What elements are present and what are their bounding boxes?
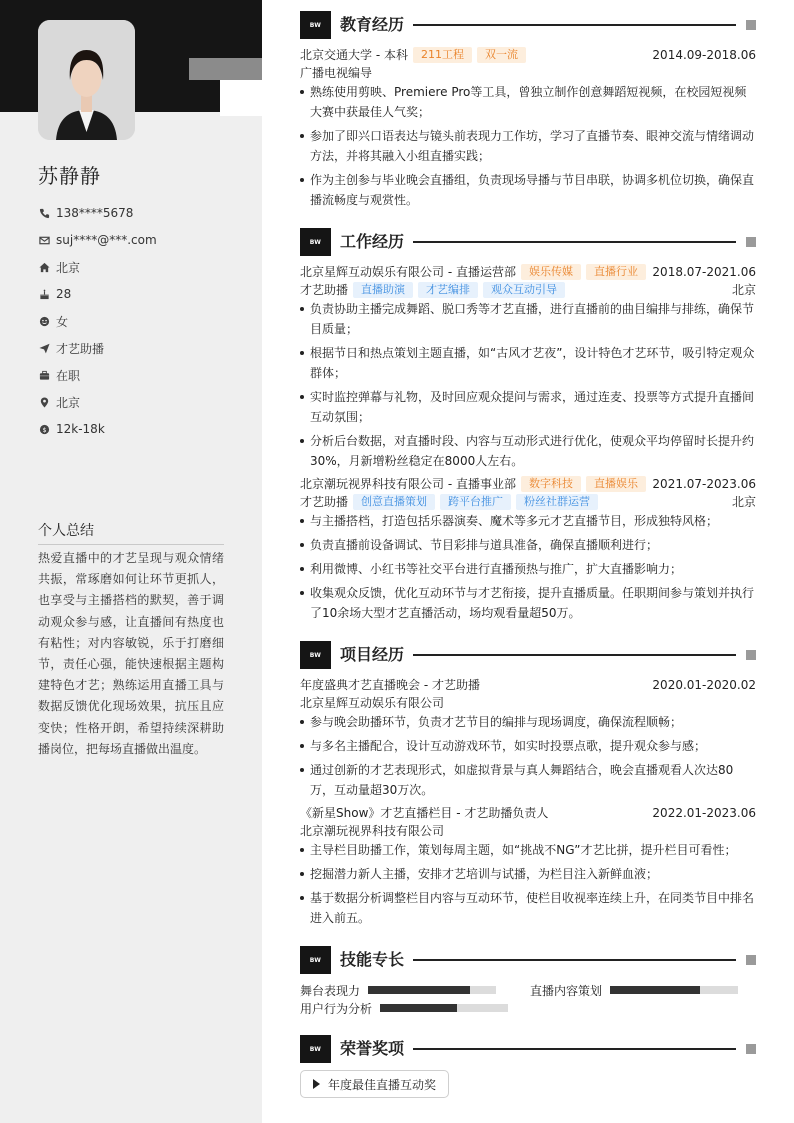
work-section-header (300, 228, 756, 256)
home-icon (38, 261, 50, 273)
projects-title: 项目经历 (340, 645, 405, 664)
section-square (746, 20, 756, 30)
list-item: 参加了即兴口语表达与镜头前表现力工作坊，学习了直播节奏、眼神交流与情绪调动方法，并将其融入小组直播实践； (300, 126, 756, 166)
education-title: 教育经历 (340, 15, 405, 34)
education-date: 2014.09-2018.06 (652, 48, 756, 62)
list-item: 熟练使用剪映、Premiere Pro等工具，曾独立制作创意舞蹈短视频，在校园短视频大赛中获最佳人气奖； (300, 82, 756, 122)
project-company: 北京星辉互动娱乐有限公司 (300, 696, 445, 710)
skill-bar (380, 1004, 508, 1012)
info-age-text: 28 (56, 287, 72, 301)
company-name: 北京星辉互动娱乐有限公司 - 直播运营部 (300, 265, 516, 279)
section-divider (413, 1048, 736, 1050)
award-item (300, 1070, 449, 1098)
list-item: 根据节日和热点策划主题直播，如“古风才艺夜”，设计特色才艺环节，吸引特定观众群体； (300, 343, 756, 383)
project-company: 北京潮玩视界科技有限公司 (300, 824, 445, 838)
section-square (746, 650, 756, 660)
list-item: 基于数据分析调整栏目内容与互动环节，使栏目收视率连续上升，在同类节目中排名进入前五。 (300, 888, 756, 928)
company-tag: 娱乐传媒 (521, 264, 581, 280)
info-position (38, 339, 104, 357)
list-item: 分析后台数据，对直播时段、内容与互动形式进行优化，使观众平均停留时长提升约30%，月新增粉丝稳定在8000人左右。 (300, 431, 756, 471)
role-tag: 直播助演 (353, 282, 413, 298)
work-title: 工作经历 (340, 232, 405, 251)
job-role-row (300, 493, 756, 511)
project-name-row (300, 676, 756, 694)
project-bullets (300, 712, 756, 804)
list-item: 负责直播前设备调试、节目彩排与道具准备，确保直播顺利进行； (300, 535, 756, 555)
sidebar (0, 0, 262, 1123)
job-bullets (300, 299, 756, 475)
honors-title: 荣誉奖项 (340, 1039, 405, 1058)
school-tag: 211工程 (413, 47, 472, 63)
face-icon (38, 315, 50, 327)
section-badge: BW (300, 641, 331, 669)
list-item: 挖掘潜力新人主播，安排才艺培训与试播，为栏目注入新鲜血液； (300, 864, 756, 884)
phone-icon (38, 207, 50, 219)
job-role: 才艺助播 (300, 283, 349, 297)
info-status-text: 在职 (56, 368, 81, 383)
skills-section-header (300, 946, 756, 974)
role-tag: 才艺编排 (418, 282, 478, 298)
info-salary (38, 420, 105, 438)
info-phone-text: 138****5678 (56, 206, 134, 220)
education-bullets (300, 82, 756, 214)
section-square (746, 1044, 756, 1054)
project-name: 年度盛典才艺直播晚会 - 才艺助播 (300, 678, 480, 692)
header-white-block (220, 80, 262, 116)
skill-bar (610, 986, 738, 994)
job-date: 2018.07-2021.06 (652, 265, 756, 279)
info-phone (38, 204, 133, 222)
location-pin-icon (38, 396, 50, 408)
mail-icon (38, 234, 50, 246)
skills-title: 技能专长 (340, 950, 405, 969)
job-date: 2021.07-2023.06 (652, 477, 756, 491)
education-school-row (300, 46, 756, 64)
job-bullets (300, 511, 756, 627)
section-divider (413, 24, 736, 26)
section-badge: BW (300, 228, 331, 256)
list-item: 通过创新的才艺表现形式，如虚拟背景与真人舞蹈结合，晚会直播观看人次达80万，互动量超30万次。 (300, 760, 756, 800)
skill-name: 用户行为分析 (300, 1001, 373, 1016)
info-position-text: 才艺助播 (56, 341, 105, 356)
project-name-row (300, 804, 756, 822)
role-tag: 观众互动引导 (483, 282, 565, 298)
info-gender-text: 女 (56, 314, 69, 329)
info-salary-text: 12k-18k (56, 422, 105, 436)
section-divider (413, 959, 736, 961)
role-tag: 粉丝社群运营 (516, 494, 598, 510)
summary-title: 个人总结 (38, 520, 224, 545)
skill-bar-fill (610, 986, 700, 994)
company-tag: 直播行业 (586, 264, 646, 280)
list-item: 主导栏目助播工作，策划每周主题，如“挑战不NG”才艺比拼，提升栏目可看性； (300, 840, 756, 860)
section-badge: BW (300, 11, 331, 39)
education-major-row (300, 64, 756, 82)
projects-section-header (300, 641, 756, 669)
list-item: 与多名主播配合，设计互动游戏环节，如实时投票点歌，提升观众参与感； (300, 736, 756, 756)
section-square (746, 237, 756, 247)
list-item: 利用微博、小红书等社交平台进行直播预热与推广，扩大直播影响力； (300, 559, 756, 579)
briefcase-icon (38, 369, 50, 381)
header-gray-block (189, 58, 262, 80)
major: 广播电视编导 (300, 66, 373, 80)
project-company-row (300, 822, 756, 840)
job-company-row (300, 475, 756, 493)
skill-name: 舞台表现力 (300, 983, 361, 998)
info-age (38, 285, 71, 303)
role-tag: 创意直播策划 (353, 494, 435, 510)
job-role: 才艺助播 (300, 495, 349, 509)
company-tag: 数字科技 (521, 476, 581, 492)
role-tag: 跨平台推广 (440, 494, 511, 510)
skill-item (300, 981, 496, 999)
section-divider (413, 241, 736, 243)
job-role-row (300, 281, 756, 299)
svg-text:$: $ (41, 425, 47, 434)
school-name: 北京交通大学 - 本科 (300, 48, 408, 62)
skill-bar (368, 986, 496, 994)
coin-icon (38, 423, 50, 435)
candidate-name: 苏静静 (38, 164, 101, 188)
project-date: 2022.01-2023.06 (652, 806, 756, 820)
list-item: 收集观众反馈，优化互动环节与才艺衔接，提升直播质量。任职期间参与策划并执行了10余场大型才艺直播活动，场均观看量超50万。 (300, 583, 756, 623)
send-icon (38, 342, 50, 354)
info-home-text: 北京 (56, 260, 81, 275)
info-home (38, 258, 80, 276)
summary-text: 热爱直播中的才艺呈现与观众情绪共振，常琢磨如何让环节更抓人，也享受与主播搭档的默契，善于调动观众参与感，让直播间有热度也有粘性；对内容敏锐，乐于打磨细节，责任心强，能快速根据主题构建特色才艺；熟练运用直播工具与数据反馈优化现场效果，抗压且应变快；性格开朗，希望持续深耕助播岗位，把每场直播做出温度。 (38, 551, 224, 756)
profile-photo (38, 20, 135, 140)
info-email-text: suj****@***.com (56, 233, 157, 247)
section-badge: BW (300, 946, 331, 974)
info-city (38, 393, 80, 411)
project-date: 2020.01-2020.02 (652, 678, 756, 692)
section-square (746, 955, 756, 965)
job-company-row (300, 263, 756, 281)
list-item: 参与晚会助播环节，负责才艺节目的编排与现场调度，确保流程顺畅； (300, 712, 756, 732)
info-status (38, 366, 80, 384)
company-tag: 直播娱乐 (586, 476, 646, 492)
info-gender (38, 312, 68, 330)
award-name: 年度最佳直播互动奖 (328, 1077, 437, 1092)
project-company-row (300, 694, 756, 712)
skill-bar-fill (368, 986, 470, 994)
list-item: 作为主创参与毕业晚会直播组，负责现场导播与节目串联，协调多机位切换，确保直播流畅度与观赏性。 (300, 170, 756, 210)
project-name: 《新星Show》才艺直播栏目 - 才艺助播负责人 (300, 806, 549, 820)
skill-item (530, 981, 738, 999)
cake-icon (38, 288, 50, 300)
list-item: 实时监控弹幕与礼物，及时回应观众提问与需求，通过连麦、投票等方式提升直播间互动氛围； (300, 387, 756, 427)
list-item: 负责协助主播完成舞蹈、脱口秀等才艺直播，进行直播前的曲目编排与排练，确保节目质量； (300, 299, 756, 339)
job-city: 北京 (731, 283, 756, 297)
info-email (38, 231, 157, 249)
play-triangle-icon (313, 1079, 320, 1089)
section-divider (413, 654, 736, 656)
job-city: 北京 (731, 495, 756, 509)
skill-item (300, 999, 508, 1017)
skill-name: 直播内容策划 (530, 983, 603, 998)
list-item: 与主播搭档，打造包括乐器演奏、魔术等多元才艺直播节目，形成独特风格； (300, 511, 756, 531)
education-section-header (300, 11, 756, 39)
section-badge: BW (300, 1035, 331, 1063)
skill-bar-fill (380, 1004, 457, 1012)
company-name: 北京潮玩视界科技有限公司 - 直播事业部 (300, 477, 516, 491)
info-city-text: 北京 (56, 395, 81, 410)
honors-section-header (300, 1035, 756, 1063)
project-bullets (300, 840, 756, 932)
school-tag: 双一流 (477, 47, 526, 63)
